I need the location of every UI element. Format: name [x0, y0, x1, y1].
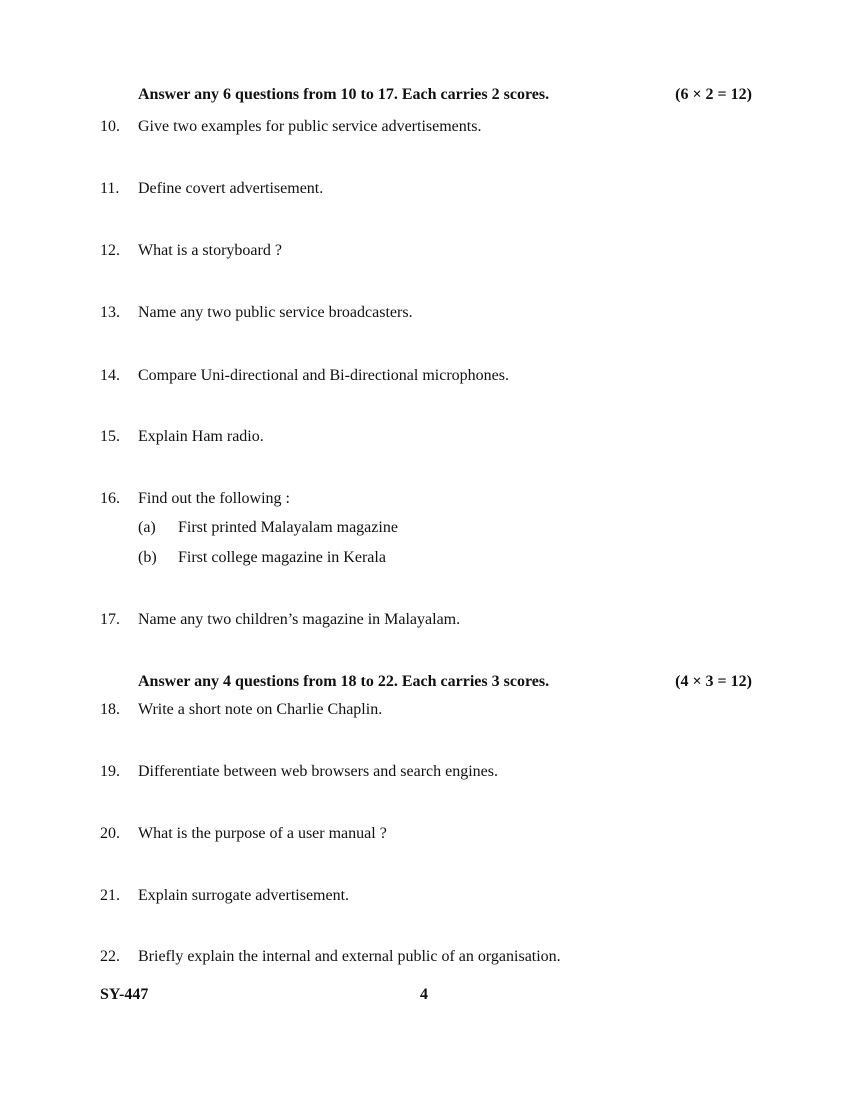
- question-text: Differentiate between web browsers and search engines.: [138, 763, 498, 780]
- question-number: 14.: [100, 367, 120, 384]
- question-text: Find out the following :: [138, 490, 290, 507]
- question-text: Briefly explain the internal and external public of an organisation.: [138, 948, 561, 965]
- question-text: What is the purpose of a user manual ?: [138, 825, 387, 842]
- question-number: 15.: [100, 428, 120, 445]
- section-marks: (4 × 3 = 12): [675, 673, 752, 690]
- section-marks: (6 × 2 = 12): [675, 86, 752, 103]
- question-text: Name any two children’s magazine in Malayalam.: [138, 611, 461, 628]
- question-number: 10.: [100, 118, 120, 135]
- question-number: 22.: [100, 948, 120, 965]
- question-text: Write a short note on Charlie Chaplin.: [138, 701, 383, 718]
- question-text: Explain Ham radio.: [138, 428, 264, 445]
- section-instruction: Answer any 4 questions from 18 to 22. Each carries 3 scores.: [138, 673, 550, 690]
- question-text: What is a storyboard ?: [138, 242, 282, 259]
- page-number: 4: [420, 986, 428, 1003]
- question-number: 20.: [100, 825, 120, 842]
- question-number: 17.: [100, 611, 120, 628]
- question-number: 19.: [100, 763, 120, 780]
- subpart-text: First college magazine in Kerala: [178, 549, 386, 566]
- section-instruction: Answer any 6 questions from 10 to 17. Each carries 2 scores.: [138, 86, 550, 103]
- question-text: Name any two public service broadcasters.: [138, 304, 413, 321]
- question-number: 16.: [100, 490, 120, 507]
- subpart-text: First printed Malayalam magazine: [178, 519, 398, 536]
- question-text: Define covert advertisement.: [138, 180, 324, 197]
- subpart-label: (b): [138, 549, 157, 566]
- question-number: 11.: [100, 180, 120, 197]
- paper-code: SY-447: [100, 986, 149, 1003]
- question-number: 18.: [100, 701, 120, 718]
- subpart-label: (a): [138, 519, 156, 536]
- question-number: 21.: [100, 887, 120, 904]
- question-text: Give two examples for public service advertisements.: [138, 118, 482, 135]
- section-header: [138, 86, 752, 104]
- section-header: [138, 673, 752, 691]
- question-text: Compare Uni-directional and Bi-directional microphones.: [138, 367, 509, 384]
- question-number: 12.: [100, 242, 120, 259]
- question-text: Explain surrogate advertisement.: [138, 887, 350, 904]
- question-number: 13.: [100, 304, 120, 321]
